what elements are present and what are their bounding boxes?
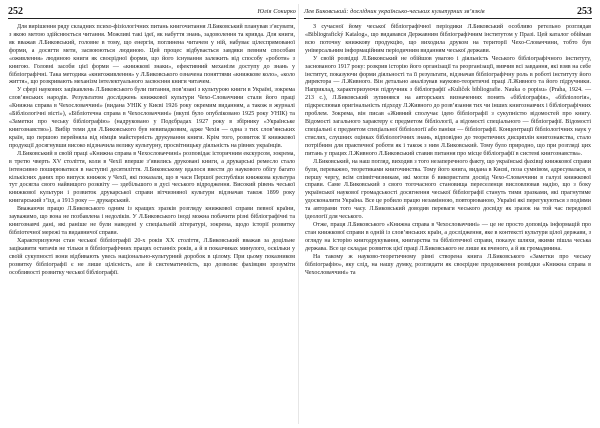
left-page-body [6,24,298,278]
page-gutter [298,4,299,424]
right-page-number: 253 [577,6,592,17]
left-page-number: 252 [8,6,23,17]
paragraph: Характеризуючи стан чеської бібліографії 20-х років XX століття, Л.Биковський вважав за доцільне зацікавити читачів не тільки в бібліографічних працях останніх років, а й в показчиках минулого, оскільки у своїй сукупності вони відбивають увесь національно-культурний доробок в цілому. При цьому показником розвитку бібліографії є не лише цілісність, але й систематичність, що дозволяє фахівцям зрозуміти особливості розвитку чеської бібліографії. [9,237,295,276]
left-page-header [8,6,296,19]
paragraph: У сфері наукових зацікавлень Л.Биковського були питання, пов’язані з культурою книги в Україні, зокрема слов’янських народів. Результатом досліджень книжкової культури Чехо-Словаччини стали його праці «Книжна справа в Чехословаччині» (видана УНІК у Києві 1926 року окремим виданням, а також в журналі «Бібліологічні вісті»), «Бібліотечна справа в Чехословаччині» (вкупі було опубліковано 1925 року УНІК) та «Заметки про чеську бібліографію» (надруковано у Подєбрадах 1927 року в збірнику «Українське книгознавство»). Вибір теми для Л.Биковського був невипадковим, адже Чехія — одна з тих слов’янських країн, що першою перейняла від німців майстерність друкування книги. Крім того, розвиток її книжкової продукції досягнувши високо відзначила велику культурну, просвітницьку діяльність на рівнях українців. [9,87,295,149]
paragraph: Отже, праця Л.Биковського «Книжна справа в Чехословаччині» — це не просто доповідь інформацій про стан книжкової справи в одній із слов’янських країн, а дослідження, яке в контексті культури цілої держави, з огляду на історію книгодрукування, книгарства та бібліотечної справи, показує шляхи, якими пішла чеська держава. Все це складає розвиток цієї праці Л.Биковського не лише як вченого, а й як громадянина. [305,222,591,252]
right-page-header [304,6,592,19]
paragraph: Л.Биковський в своїй праці «Книжна справа в Чехословаччині» розповідає історичним екскурсом, зокрема, в третю чверть XV століття, коли в Чехії вперше з’явились друковані книги, а друкарські ремесло стало інтенсивно поширюватися в наступні десятиліття. Л.Биковському вдалося ввести до наукового обігу багато кількісних даних про випуск книжок у Чехії, які показали, що в часи Першої республіки книжкова культура тут досягла свого найвищого розквіту — здебільшого в дусі чеського відродження. Високий рівень чеської книжкової культури і розвиток друкарської справи вітчизняної культури відзначав також 1899 року книгарський з’їзд, а 1913 року — друкарський. [9,150,295,205]
right-running-head: Лев Биковський: дослідник українсько-чеських культурних зв’язків [304,8,485,15]
paragraph: Для вирішення ряду складних психо-фізіологічних питань книгочитання Л.Биковський планував з’ясувати, з якою метою здійснюється читання. Можливі такі ідеї, як набуття знань, задоволення та кривда. Для книги, як вважав Л.Биковський, головне в тому, що енергія, поглинена читачем у ній, набуває цілеспрямованої форми, а досягти мети, засвоюються людиною. Цей процес відбувається завдяки певним способам «оживлення» людиною книги як своєрідної форми, що його існування залежить від способу «роботи» з книгою. Головні засоби цієї форми — «книжкові знаки», ефективний механізм доступу до знань у бібліографічні. Така методика «книгоживлення» у Л.Биковського означена поняттями «книжкове коло», «коло життя», що розкривають механізм інтелектуального засвоєння книги читачем. [9,24,295,86]
paragraph: З сучасної йому чеської бібліографічної періодики Л.Биковський особливо ретельно розглядав «Bibliografický Katalog», що видавався Державним бібліографічним інститутом у Празі. Цей каталог обіймав всю поточну книжкову продукцію, що виходила друком на території Чехо-Словаччини, тобто був універсальним інформаційним періодичним виданням чеської держави. [305,24,591,54]
paragraph: Вважаючи працю Л.Биковського одним із кращих зразків розгляду книжкової справи певної країни, зауважимо, що вона не позбавлена і недоліків. У Л.Биковського іноді можна побачити різні бібліографічні та книгознавчі дані, які раніше не були наведені у спеціальній літературі, зокрема, щодо історії розвитку бібліотечної мережі та видавничої справи. [9,206,295,236]
right-page-body [302,24,594,278]
paragraph: На такому ж науково-теоретичному рівні створена книга Л.Биковського «Заметки про чеську бібліографію», яку слід, на нашу думку, розглядати як своєрідне продовження розвідки «Книжна справа в Чехословаччині» та [305,253,591,276]
right-page [302,6,594,422]
left-page [6,6,298,422]
paragraph: У своїй розвідці Л.Биковський не обійшов увагою і діяльність Чеського бібліографічного інституту, заснованого 1917 року: розкрив історію його організації та реорганізації, вивчив всі завдання, які взяв на себе інститут, показуючи форми діяльності та її результати, відзначав бібліографічну роль в роботі інституту його директора — Л.Живного. Він детально аналізував науково-теоретичні праці Л.Живного та його підручники. Наприклад, характеризуючи підручник з бібліографії «Kuliček bibliografie. Nauka o popisu» (Praha, 1924. — 213 с.), Л.Биковський зупинявся на авторських визначеннях понять «бібліографія», «бібліологія», підкреслював оригінальність підходу Л.Живного до розв’язання тих чи інших книгознавчих і бібліографічних проблем. Зокрема, він писав «Живний сполучає ідею бібліографії з сукупністю відомостей про книгу. Відомості загального характеру є предметом бібліології, а відомості спеціального — бібліографії. Відомості спеціальні є предметом спеціальної бібліології або паніки — бібліографії. Концентрації бібліологічних наук у стислих, слушних оцінках бібліологічних знань, відповідно до теоретичних дисциплін книгознавства, стало потрібним для практичної роботи як і також з ним Л.Биковський. Тому було природно, що при розгляді цих питань у працях Л.Живного Л.Биковський ставив питання про місце бібліографії в системі книгознавства». [305,55,591,157]
paragraph: Л.Биковський, на наш погляд, виходив з того незаперечного факту, що українські фахівці книжкової справи були, переважно, теоретиками книгочинства. Тому його книга, видана в Києві, поза сумнівом, адресувалася, в першу чергу, всім співвітчизникам, які могли б використати досвід Чехо-Словаччини в галузі книжкової справи. Саме Л.Биковський з свого тогочасного становища переселенця висловлював надію, що з боку української наукової громадськості досягнення чеської бібліографії стануть тими зразками, які прагнутиме удосконалити Україна. Все це робило працю незамінною, повторюваною, Україні які перегукуються з подіями та авторами того часу. Л.Биковський доводив переваги чеського досвіду як зразок на той час передової ідеології для чеського. [305,158,591,221]
left-running-head: Юлія Сокирко [257,8,296,15]
